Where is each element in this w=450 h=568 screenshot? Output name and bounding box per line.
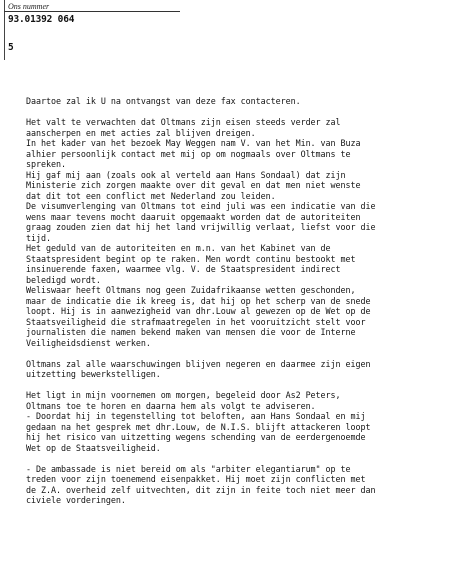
text-line: De visumverlenging van Oltmans tot eind juli was een indicatie van die <box>26 201 376 211</box>
text-line <box>26 380 446 391</box>
text-line: graag zouden zien dat hij het land vrijwillig verlaat, liefst voor die <box>26 222 376 232</box>
text-line: Het ligt in mijn voornemen om morgen, begeleid door As2 Peters, <box>26 390 341 400</box>
text-line: tijd. <box>26 232 51 243</box>
text-line: Daartoe zal ik U na ontvangst van deze fax contacteren. <box>26 96 301 106</box>
text-line: gedaan na het gesprek met dhr.Louw, de N.I.S. blijft attackeren loopt <box>26 421 371 432</box>
page-number: 5 <box>8 42 14 53</box>
text-line: treden voor zijn toenemend eisenpakket. Hij moet zijn conflicten met <box>26 474 366 484</box>
text-line: Weliswaar heeft Oltmans nog geen Zuidafrikaanse wetten geschonden, <box>26 285 356 295</box>
reference-label: Ons nummer <box>8 2 50 11</box>
text-line: civiele vorderingen. <box>26 495 126 505</box>
reference-number: 93.01392 064 <box>8 14 75 25</box>
text-line: Ministerie zich zorgen maakte over dit geval en dat men niet wenste <box>26 180 361 190</box>
text-line: beledigd wordt. <box>26 274 101 285</box>
text-line: Staatspresident begint op te raken. Men wordt continu bestookt met <box>26 253 356 264</box>
text-line: wens maar tevens mocht daaruit opgemaakt worden dat de autoriteiten <box>26 211 361 222</box>
header-rule <box>4 11 180 12</box>
text-line: - De ambassade is niet bereid om als "arbiter elegantiarum" op te <box>26 463 351 474</box>
header-left-rule <box>4 0 5 60</box>
text-line: hij het risico van uitzetting wegens schending van de eerdergenoemde <box>26 432 366 442</box>
text-line: Oltmans toe te horen en daarna hem als volgt te adviseren. <box>26 400 316 411</box>
text-line: Het valt te verwachten dat Oltmans zijn eisen steeds verder zal <box>26 117 341 127</box>
text-line <box>26 107 446 118</box>
letter-body <box>26 96 446 506</box>
text-line: In het kader van het bezoek May Weggen nam V. van het Min. van Buza <box>26 138 361 148</box>
text-line: insinuerende faxen, waarmee vlg. V. de Staatspresident indirect <box>26 264 341 274</box>
text-line: Het geduld van de autoriteiten en m.n. van het Kabinet van de <box>26 243 331 253</box>
text-line: aanscherpen en met acties zal blijven dreigen. <box>26 127 256 138</box>
text-line: Veiligheidsdienst werken. <box>26 337 151 348</box>
text-line: - Doordat hij in tegenstelling tot beloften, aan Hans Sondaal en mij <box>26 411 366 421</box>
text-line <box>26 348 446 359</box>
text-line: Oltmans zal alle waarschuwingen blijven negeren en daarmee zijn eigen <box>26 358 371 369</box>
text-line: dat dit tot een conflict met Nederland zou leiden. <box>26 190 276 201</box>
text-line: Hij gaf mij aan (zoals ook al verteld aan Hans Sondaal) dat zijn <box>26 169 346 180</box>
text-line: journalisten die namen bekend maken van mensen die voor de Interne <box>26 327 356 337</box>
text-line: alhier persoonlijk contact met mij op om nogmaals over Oltmans te <box>26 148 351 159</box>
text-line <box>26 453 446 464</box>
text-line: maar de indicatie die ik kreeg is, dat hij op het scherp van de snede <box>26 295 371 306</box>
text-line: uitzetting bewerkstelligen. <box>26 369 161 379</box>
text-line: spreken. <box>26 159 66 169</box>
text-line: Staatsveiligheid die strafmaatregelen in het vooruitzicht stelt voor <box>26 316 366 327</box>
text-line: Wet op de Staatsveiligheid. <box>26 442 161 453</box>
text-line: de Z.A. overheid zelf uitvechten, dit zijn in feite toch niet meer dan <box>26 484 376 495</box>
text-line: loopt. Hij is in aanwezigheid van dhr.Louw al gewezen op de Wet op de <box>26 306 371 316</box>
